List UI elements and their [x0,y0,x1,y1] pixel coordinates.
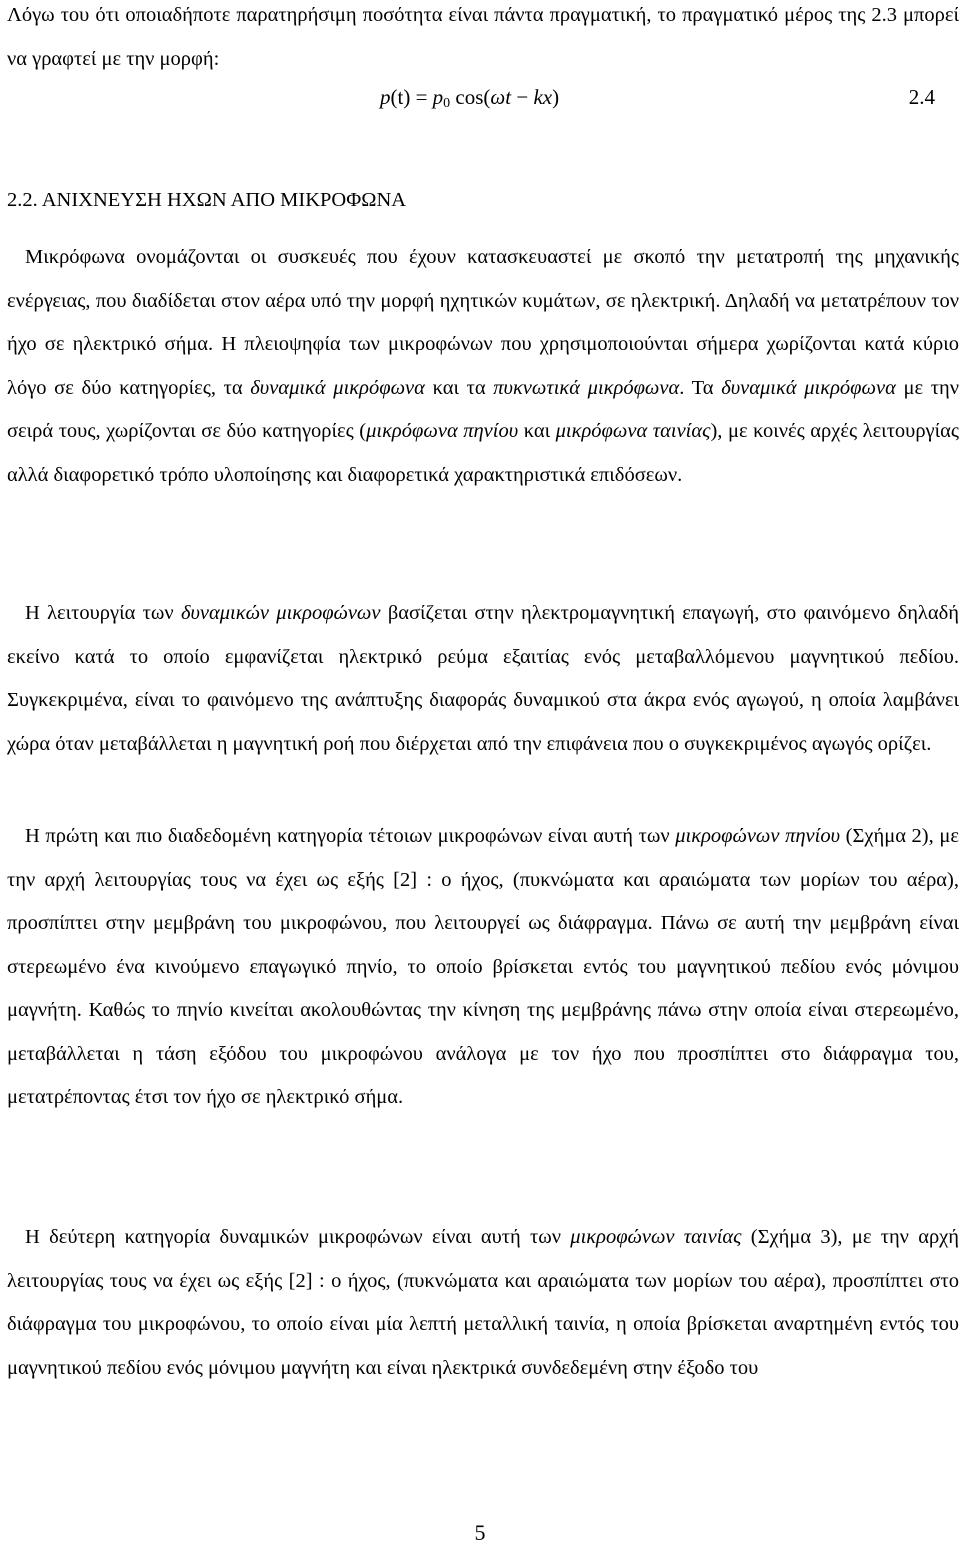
paragraph-ribbon-microphones: Η δεύτερη κατηγορία δυναμικών μικροφώνων είναι αυτή των μικροφώνων ταινίας (Σχήμα 3), με την αρχή λειτουργίας τους να έχει ως εξής [2] : ο ήχος, (πυκνώματα και αραιώματα των μορίων του αέρα), προσπίπτει στο διάφραγμα του μικροφώνου, το οποίο είναι μία λεπτή μεταλλική ταινία, η οποία βρίσκεται αναρτημένη εντός του μαγνητικού πεδίου ενός μόνιμου μαγνήτη και είναι ηλεκτρικά συνδεδεμένη στην έξοδο του [7,1226,959,1379]
equation-formula: $p(t) = p_0$ cos(ωt − kx) [380,85,560,111]
paragraph-dynamic-principle: Η λειτουργία των δυναμικών μικροφώνων βασίζεται στην ηλεκτρομαγνητική επαγωγή, στο φαινόμενο δηλαδή εκείνο κατά το οποίο εμφανίζεται ηλεκτρικό ρεύμα εξαιτίας ενός μεταβαλλόμενου μαγνητικού πεδίου. Συγκεκριμένα, είναι το φαινόμενο της ανάπτυξης διαφοράς δυναμικού στα άκρα ενός αγωγού, η οποία λαμβάνει χώρα όταν μεταβάλλεται η μαγνητική ροή που διέρχεται από την επιφάνεια που ο συγκεκριμένος αγωγός ορίζει. [7,602,959,755]
page-number: 5 [474,1520,486,1545]
intro-paragraph [7,0,959,81]
equation-2-4 [380,85,960,125]
paragraph-microphones-intro: Μικρόφωνα ονομάζονται οι συσκευές που έχουν κατασκευαστεί με σκοπό την μετατροπή της μηχανικής ενέργειας, που διαδίδεται στον αέρα υπό την μορφή ηχητικών κυμάτων, σε ηλεκτρική. Δηλαδή να μετατρέπουν τον ήχο σε ηλεκτρικό σήμα. Η πλειοψηφία των μικροφώνων που χρησιμοποιούνται σήμερα χωρίζονται κατά κύριο λόγο σε δύο κατηγορίες, τα δυναμικά μικρόφωνα και τα πυκνωτικά μικρόφωνα. Τα δυναμικά μικρόφωνα με την σειρά τους, χωρίζονται σε δύο κατηγορίες (μικρόφωνα πηνίου και μικρόφωνα ταινίας), με κοινές αρχές λειτουργίας αλλά διαφορετικό τρόπο υλοποίησης και διαφορετικά χαρακτηριστικά επιδόσεων. [7,246,959,486]
equation-number: 2.4 [908,85,935,109]
paragraph-coil-microphones: Η πρώτη και πιο διαδεδομένη κατηγορία τέτοιων μικροφώνων είναι αυτή των μικροφώνων πηνίου (Σχήμα 2), με την αρχή λειτουργίας τους να έχει ως εξής [2] : ο ήχος, (πυκνώματα και αραιώματα των μορίων του αέρα), προσπίπτει στην μεμβράνη του μικροφώνου, που λειτουργεί ως διάφραγμα. Πάνω σε αυτή την μεμβράνη είναι στερεωμένο ένα κινούμενο επαγωγικό πηνίο, το οποίο βρίσκεται εντός του μαγνητικού πεδίου ενός μόνιμου μαγνήτη. Καθώς το πηνίο κινείται ακολουθώντας την κίνηση της μεμβράνης πάνω στην οποία είναι στερεωμένο, μεταβάλλεται η τάση εξόδου του μικροφώνου ανάλογα με τον ήχο που προσπίπτει στο διάφραγμα του, μετατρέποντας έτσι τον ήχο σε ηλεκτρικό σήμα. [7,825,959,1108]
section-heading: 2.2. ΑΝΙΧΝΕΥΣΗ ΗΧΩΝ ΑΠΟ ΜΙΚΡΟΦΩΝΑ [7,189,407,211]
intro-text: Λόγω του ότι οποιαδήποτε παρατηρήσιμη ποσότητα είναι πάντα πραγματική, το πραγματικό μέρος της 2.3 μπορεί να γραφτεί με την μορφή: [7,4,959,70]
